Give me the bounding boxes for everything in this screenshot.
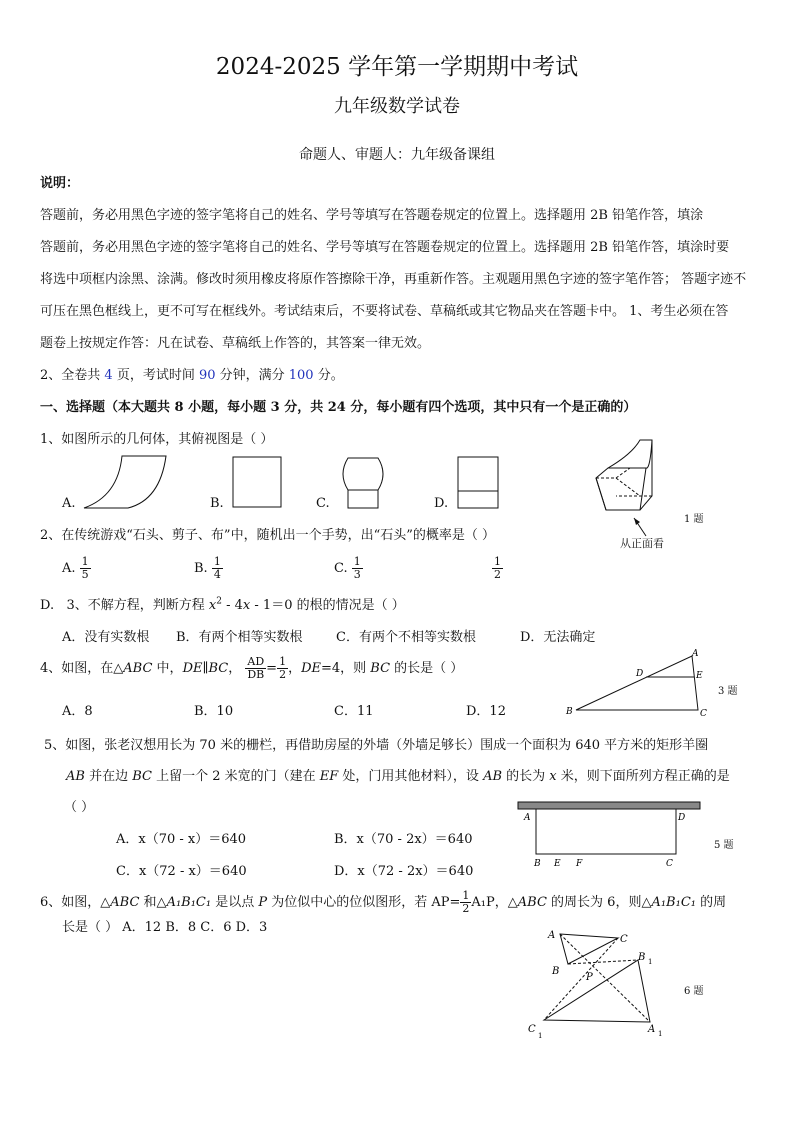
q4-mid1: 中，: [152, 661, 183, 676]
q1-figure-caption: 从正面看: [620, 537, 664, 550]
q5-x: x: [549, 769, 557, 784]
q6-a1b1c1-2: A₁B₁C₁: [651, 895, 696, 910]
q5-ab-2: AB: [483, 769, 503, 784]
instructions-line-1: 答题前，务必用黑色字迹的签字笔将自己的姓名、学号等填写在答题卷规定的位置上。选择题用 2B 铅笔作答，填涂: [40, 208, 704, 223]
q4-frac-b-num: 1: [279, 655, 287, 668]
q6-mid2: 是以点: [211, 895, 259, 910]
q6-homothety-figure: [520, 920, 690, 1044]
q6-mid3: 为位似中心的位似图形，若: [267, 895, 432, 910]
exam-title: 2024-2025 学年第一学期期中考试: [215, 54, 579, 80]
q1-option-a-label: A.: [62, 496, 76, 511]
q4-label-b: B: [566, 707, 573, 717]
q2-option-c-label: C.: [334, 561, 348, 576]
q5-bc: BC: [132, 769, 152, 784]
q2-option-a-fraction: [80, 556, 91, 581]
q5-mid2: 上留一个 2 米宽的门（建在: [151, 769, 320, 784]
q5-mid4: 的长为: [502, 769, 550, 784]
q1-option-d-label: D.: [434, 496, 449, 511]
q5-label-f: F: [576, 859, 583, 869]
q2-option-d-fraction: [492, 556, 503, 581]
q6-label-a1: A: [648, 1024, 656, 1035]
exam-info-mid2: 分钟，满分: [215, 368, 289, 383]
q4-mid3: =4，则: [321, 661, 371, 676]
q4-frac-a-den: DB: [247, 668, 265, 681]
q5-mid1: 并在边: [84, 769, 133, 784]
q2-option-d: [492, 556, 503, 581]
q5-label-e: E: [554, 859, 561, 869]
exam-info-prefix: 2、全卷共: [40, 368, 105, 383]
q4-label-e: E: [696, 671, 703, 681]
q4-option-d: D．12: [466, 704, 506, 719]
q5-line-1: 5、如图，张老汉想用长为 70 米的栅栏，再借助房屋的外墙（外墙足够长）围成一个面积为 640 平方米的矩形羊圈: [44, 738, 709, 753]
q6-label-a1-sub: 1: [658, 1030, 663, 1038]
q1-stem: 1、如图所示的几何体，其俯视图是（ ）: [40, 432, 274, 447]
q6-label-b1-sub: 1: [648, 958, 653, 966]
q2-a-num: 1: [81, 555, 89, 568]
q6-mid4: ，△: [494, 895, 518, 910]
instructions-label: 说明：: [40, 176, 80, 191]
instructions-line-2: 答题前，务必用黑色字迹的签字笔将自己的姓名、学号等填写在答题卷规定的位置上。选择题用 2B 铅笔作答，填涂时要: [40, 240, 730, 255]
q2-option-b-label: B.: [194, 561, 208, 576]
q2-option-c: [334, 556, 363, 581]
q4-option-a: A．8: [62, 704, 93, 719]
q5-label-b: B: [534, 859, 541, 869]
q4-mid2: ，: [288, 661, 302, 676]
q4-triangle-figure: [560, 648, 710, 720]
q3-stem-pre: 3、不解方程，判断方程: [66, 598, 209, 613]
q3-option-a: A．没有实数根: [62, 630, 150, 645]
q4-label-c: C: [700, 709, 707, 719]
q3-line: [40, 594, 405, 613]
q4-frac-b-den: 2: [279, 668, 287, 681]
q6-label-p: P: [586, 972, 593, 983]
q4-stem-pre: 4、如图，在△: [40, 661, 124, 676]
q4-ratio-fraction: [245, 656, 266, 681]
exam-subtitle: 九年级数学试卷: [334, 96, 460, 117]
q2-option-c-fraction: [352, 556, 363, 581]
q2-d-num: 1: [494, 555, 501, 568]
exam-score: 100: [288, 368, 314, 383]
q4-bc: BC: [370, 661, 391, 676]
q5-figure-label: 5 题: [714, 840, 734, 851]
q1-option-b-label: B.: [210, 496, 224, 511]
q3-stem-mid: - 4: [221, 598, 243, 613]
q5-line-3: （ ）: [64, 800, 95, 815]
q6-pre: 6、如图，△: [40, 895, 111, 910]
q4-label-d: D: [636, 669, 644, 679]
q3-option-c: C．有两个不相等实数根: [336, 630, 476, 645]
exam-info-mid1: 页，考试时间: [112, 368, 199, 383]
q3-stem-post: - 1＝0 的根的情况是（ ）: [250, 598, 405, 613]
q6-mid1: 和△: [139, 895, 167, 910]
q4-post: 的长是（ ）: [390, 661, 464, 676]
q5-option-c: C．x（72 - x）＝640: [116, 864, 247, 879]
q6-label-c: C: [620, 934, 628, 945]
q2-option-b: [194, 556, 223, 581]
q6-frac-num: 1: [462, 889, 470, 902]
q6-label-b: B: [552, 966, 560, 977]
q6-figure-label: 6 题: [684, 986, 704, 997]
q2-b-den: 4: [213, 568, 221, 581]
q5-option-a: A．x（70 - x）＝640: [116, 832, 247, 847]
q1-figure-label: 1 题: [684, 514, 704, 525]
q1-option-b-shape: [233, 457, 281, 507]
q6-label-c1-sub: 1: [538, 1032, 543, 1040]
q3-var-x: x: [208, 598, 217, 613]
q2-option-d-label: D.: [40, 598, 55, 613]
q6-frac-den: 2: [462, 902, 470, 915]
instructions-line-3: 将选中项框内涂黑、涂满。修改时须用橡皮将原作答擦除干净，再重新作答。主观题用黑色字迹的签字笔作答； 答题字迹不: [40, 272, 747, 287]
q1-option-c-shape: [343, 458, 383, 490]
q4-comma: ，: [228, 661, 242, 676]
instructions-line-5: 题卷上按规定作答：凡在试卷、草稿纸上作答的，其答案一律无效。: [40, 336, 431, 351]
q4-option-b: B．10: [194, 704, 234, 719]
q5-ab-1: AB: [66, 769, 85, 784]
q2-option-a-label: A.: [62, 561, 76, 576]
q1-option-c-base: [348, 490, 378, 508]
q5-post: 米，则下面所列方程正确的是: [556, 769, 730, 784]
q5-pen-figure: [512, 796, 708, 872]
q6-abc: ABC: [110, 895, 140, 910]
q2-c-den: 3: [353, 568, 361, 581]
q5-ef: EF: [319, 769, 339, 784]
q2-c-num: 1: [353, 555, 361, 568]
q2-d-den: 2: [494, 568, 501, 581]
q6-line-2: 长是（ ） A．12 B．8 C．6 D．3: [62, 920, 268, 935]
q5-mid3: 处，门用其他材料），设: [338, 769, 484, 784]
q4-stem: [40, 656, 463, 681]
q3-exponent: 2: [216, 596, 222, 607]
q6-post: 的周: [695, 895, 727, 910]
q5-line-2: [66, 765, 730, 784]
q5-label-a: A: [524, 813, 531, 823]
q1-option-a-shape: [84, 456, 166, 508]
q6-ap: AP=: [431, 895, 461, 910]
q6-fraction: [460, 890, 471, 915]
q4-de: DE: [301, 661, 321, 676]
q4-figure-label: 3 题: [718, 686, 738, 697]
q6-abc2: ABC: [517, 895, 547, 910]
q6-label-c1: C: [528, 1024, 536, 1035]
q3-var-x2: x: [242, 598, 251, 613]
section-1-heading: 一、选择题（本大题共 8 小题，每小题 3 分，共 24 分，每小题有四个选项，其中只有一个是正确的）: [40, 400, 637, 415]
q5-label-c: C: [666, 859, 673, 869]
exam-info-suffix: 分。: [313, 368, 344, 383]
q4-label-a: A: [692, 649, 699, 659]
q4-abc: ABC: [123, 661, 153, 676]
q5-label-d: D: [678, 813, 686, 823]
instructions-line-4: 可压在黑色框线上，更不可写在框线外。考试结束后，不要将试卷、草稿纸或其它物品夹在答题卡中。 1、考生必须在答: [40, 304, 729, 319]
q6-label-a: A: [548, 930, 556, 941]
q3-option-b: B．有两个相等实数根: [176, 630, 303, 645]
exam-author: 命题人、审题人：九年级备课组: [299, 147, 495, 163]
q2-option-b-fraction: [212, 556, 223, 581]
q4-value-fraction: [277, 656, 288, 681]
q6-p: P: [258, 895, 268, 910]
exam-minutes: 90: [198, 368, 216, 383]
q2-a-den: 5: [81, 568, 89, 581]
q6-a1b1c1: A₁B₁C₁: [166, 895, 212, 910]
q5-option-d: D．x（72 - 2x）＝640: [334, 864, 474, 879]
q1-option-d-shape: [458, 457, 498, 508]
q4-option-c: C．11: [334, 704, 374, 719]
q6-line-1: [40, 890, 726, 915]
q2-option-a: [62, 556, 91, 581]
q4-de-bc: DE∥BC: [182, 661, 229, 676]
q3-option-d: D．无法确定: [520, 630, 596, 645]
q2-b-num: 1: [213, 555, 221, 568]
q6-mid5: 的周长为 6，则△: [546, 895, 652, 910]
q6-a1p: A₁P: [471, 895, 495, 910]
q2-stem: 2、在传统游戏“石头、剪子、布”中，随机出一个手势，出“石头”的概率是（ ）: [40, 528, 495, 543]
q5-option-b: B．x（70 - 2x）＝640: [334, 832, 473, 847]
q1-options-figures: [0, 0, 794, 560]
q1-option-c-label: C.: [316, 496, 330, 511]
q4-frac-a-num: AD: [247, 655, 265, 668]
q4-eq: =: [266, 661, 278, 676]
q1-solid-figure: [596, 440, 652, 536]
exam-pages: 4: [104, 368, 113, 383]
q6-label-b1: B: [638, 952, 646, 963]
